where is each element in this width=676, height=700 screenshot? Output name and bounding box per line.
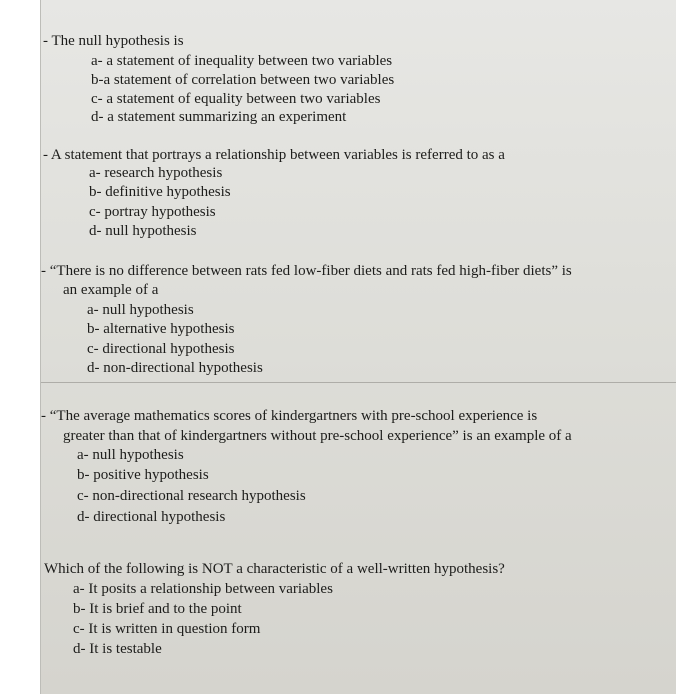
question-2-option-d: d- null hypothesis	[89, 223, 197, 239]
worksheet-page	[40, 0, 676, 694]
question-1-stem: - The null hypothesis is	[43, 33, 184, 49]
question-3-stem-line-1: - “There is no difference between rats fed low-fiber diets and rats fed high-fiber diets” is	[41, 263, 572, 279]
question-4-option-a: a- null hypothesis	[77, 447, 184, 463]
question-5-option-d: d- It is testable	[73, 641, 162, 657]
question-2-option-c: c- portray hypothesis	[89, 204, 216, 220]
question-1-option-b: b-a statement of correlation between two variables	[91, 72, 395, 88]
question-1-option-d: d- a statement summarizing an experiment	[91, 109, 347, 125]
question-5-option-c: c- It is written in question form	[73, 621, 261, 637]
question-2-stem: - A statement that portrays a relationship between variables is referred to as a	[43, 147, 505, 163]
question-5-option-a: a- It posits a relationship between variables	[73, 581, 333, 597]
question-4-option-d: d- directional hypothesis	[77, 509, 226, 525]
divider-line	[41, 382, 676, 383]
question-3-stem-line-2: an example of a	[63, 282, 159, 298]
question-2-option-a: a- research hypothesis	[89, 165, 223, 181]
question-3-option-a: a- null hypothesis	[87, 302, 194, 318]
question-2-option-b: b- definitive hypothesis	[89, 184, 231, 200]
question-3-option-c: c- directional hypothesis	[87, 341, 235, 357]
question-3-option-b: b- alternative hypothesis	[87, 321, 235, 337]
question-4-option-c: c- non-directional research hypothesis	[77, 488, 306, 504]
question-1-option-c: c- a statement of equality between two variables	[91, 91, 381, 107]
question-4-stem-line-1: - “The average mathematics scores of kindergartners with pre-school experience is	[41, 408, 538, 424]
question-1-option-a: a- a statement of inequality between two variables	[91, 53, 393, 69]
question-4-option-b: b- positive hypothesis	[77, 467, 209, 483]
question-4-stem-line-2: greater than that of kindergartners without pre-school experience” is an example of a	[63, 428, 572, 444]
question-3-option-d: d- non-directional hypothesis	[87, 360, 263, 376]
question-5-option-b: b- It is brief and to the point	[73, 601, 242, 617]
question-5-stem: Which of the following is NOT a characteristic of a well-written hypothesis?	[44, 561, 505, 577]
